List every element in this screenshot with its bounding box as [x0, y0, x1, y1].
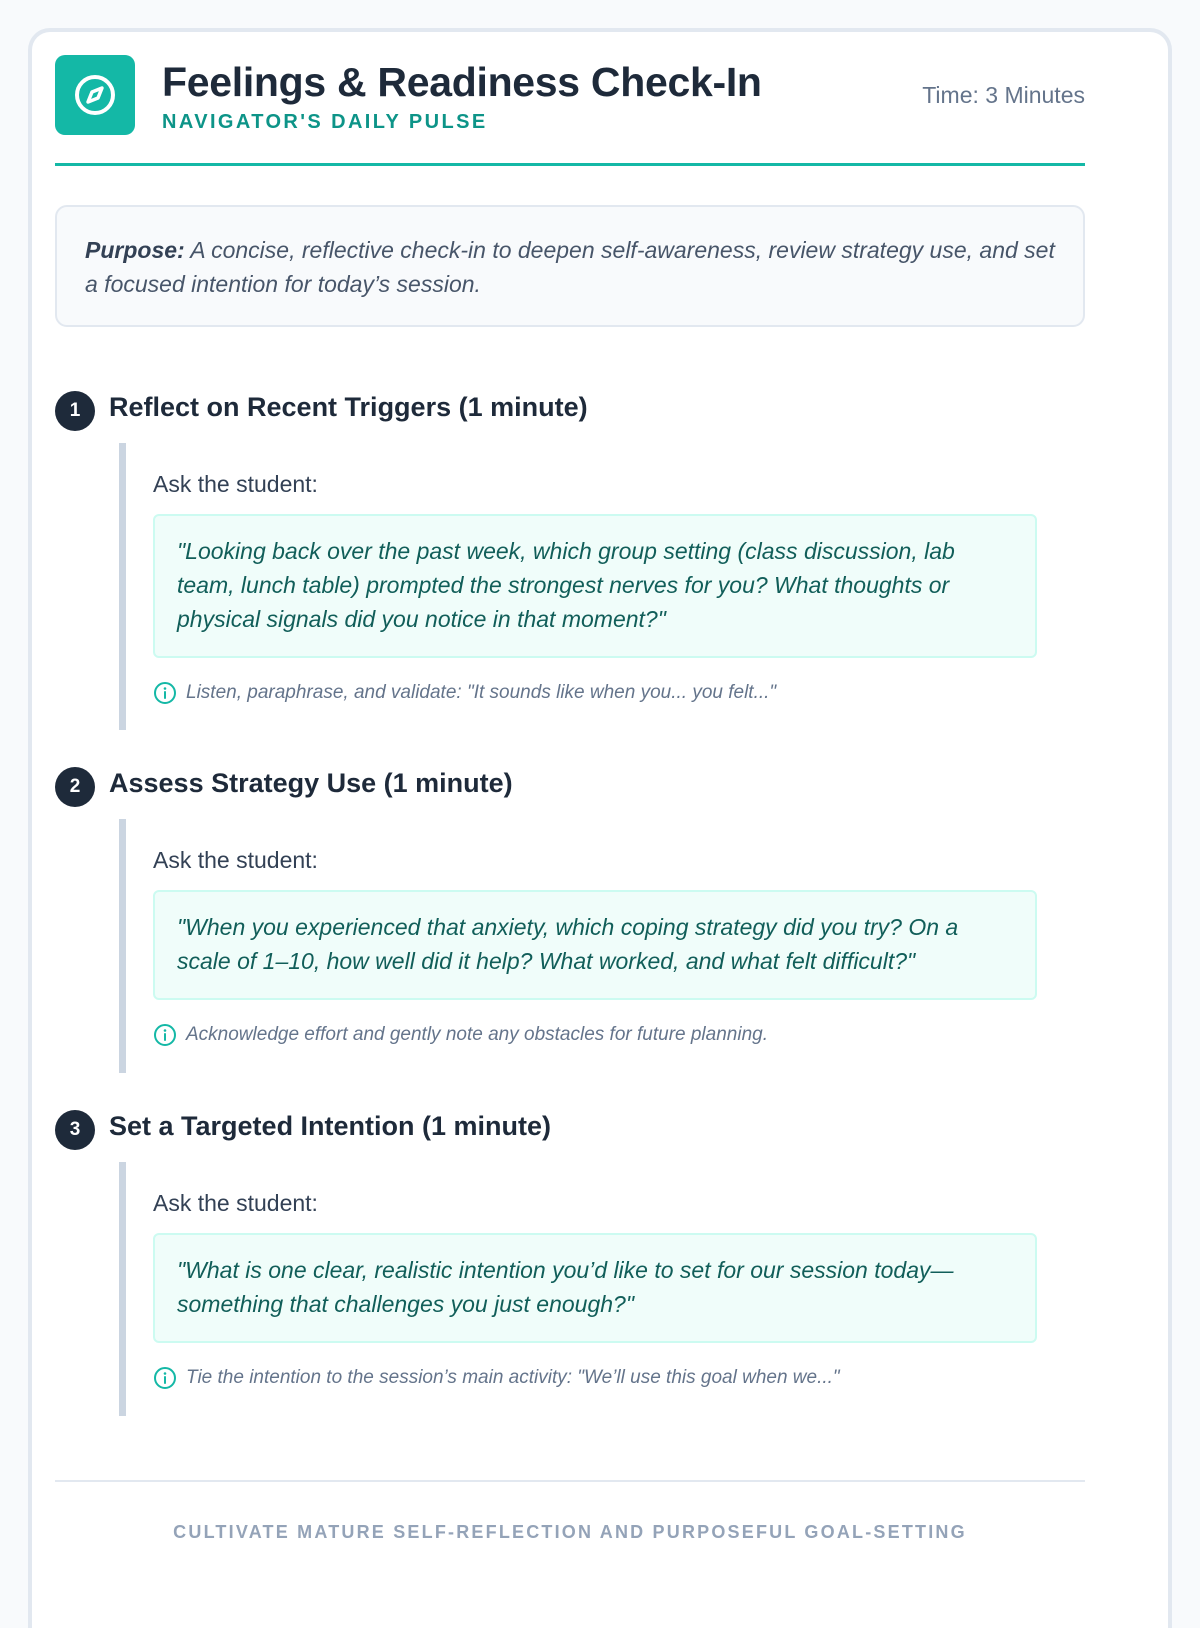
purpose-text: A concise, reflective check-in to deepen self-awareness, review strategy use, and set a focused intention for today’s session. — [85, 237, 1055, 297]
step-body — [119, 819, 1037, 1073]
header — [55, 55, 1085, 166]
step-title: Reflect on Recent Triggers (1 minute) — [109, 392, 588, 422]
ask-label: Ask the student: — [153, 471, 318, 497]
step-body — [119, 443, 1037, 730]
info-icon — [153, 1023, 177, 1047]
step-number: 2 — [55, 767, 95, 807]
ask-label: Ask the student: — [153, 1190, 318, 1216]
question-quote: "Looking back over the past week, which group setting (class discussion, lab team, lunch table) prompted the strongest nerves for you? What thoughts or physical signals did you notice in that moment?" — [153, 514, 1037, 658]
question-quote: "When you experienced that anxiety, which coping strategy did you try? On a scale of 1–10, how well did it help? What worked, and what felt difficult?" — [153, 890, 1037, 1000]
facilitator-tip — [153, 1365, 1037, 1391]
step-3 — [55, 1110, 1085, 1388]
info-icon — [153, 1366, 177, 1390]
tip-text: Tie the intention to the session’s main activity: "We’ll use this goal when we..." — [186, 1367, 840, 1388]
info-icon — [153, 681, 177, 705]
facilitator-tip — [153, 1022, 1037, 1048]
purpose-label: Purpose: — [85, 237, 185, 263]
ask-label: Ask the student: — [153, 847, 318, 873]
footer-text: CULTIVATE MATURE SELF-REFLECTION AND PURPOSEFUL GOAL-SETTING — [173, 1522, 967, 1542]
step-body — [119, 1162, 1037, 1416]
question-quote: "What is one clear, realistic intention you’d like to set for our session today—something that challenges you just enough?" — [153, 1233, 1037, 1343]
step-title: Set a Targeted Intention (1 minute) — [109, 1111, 552, 1141]
page-title: Feelings & Readiness Check-In — [162, 59, 762, 105]
tip-text: Listen, paraphrase, and validate: "It sounds like when you... you felt..." — [186, 682, 777, 703]
tip-text: Acknowledge effort and gently note any obstacles for future planning. — [186, 1024, 768, 1045]
step-number: 3 — [55, 1110, 95, 1150]
step-1 — [55, 391, 1085, 703]
page-subtitle: NAVIGATOR'S DAILY PULSE — [162, 111, 488, 133]
compass-icon — [55, 55, 135, 135]
time-estimate: Time: 3 Minutes — [922, 82, 1085, 108]
step-number: 1 — [55, 391, 95, 431]
footer-divider — [55, 1480, 1085, 1482]
purpose-box — [55, 205, 1085, 327]
facilitator-tip — [153, 680, 1037, 706]
step-title: Assess Strategy Use (1 minute) — [109, 768, 513, 798]
step-2 — [55, 767, 1085, 1045]
